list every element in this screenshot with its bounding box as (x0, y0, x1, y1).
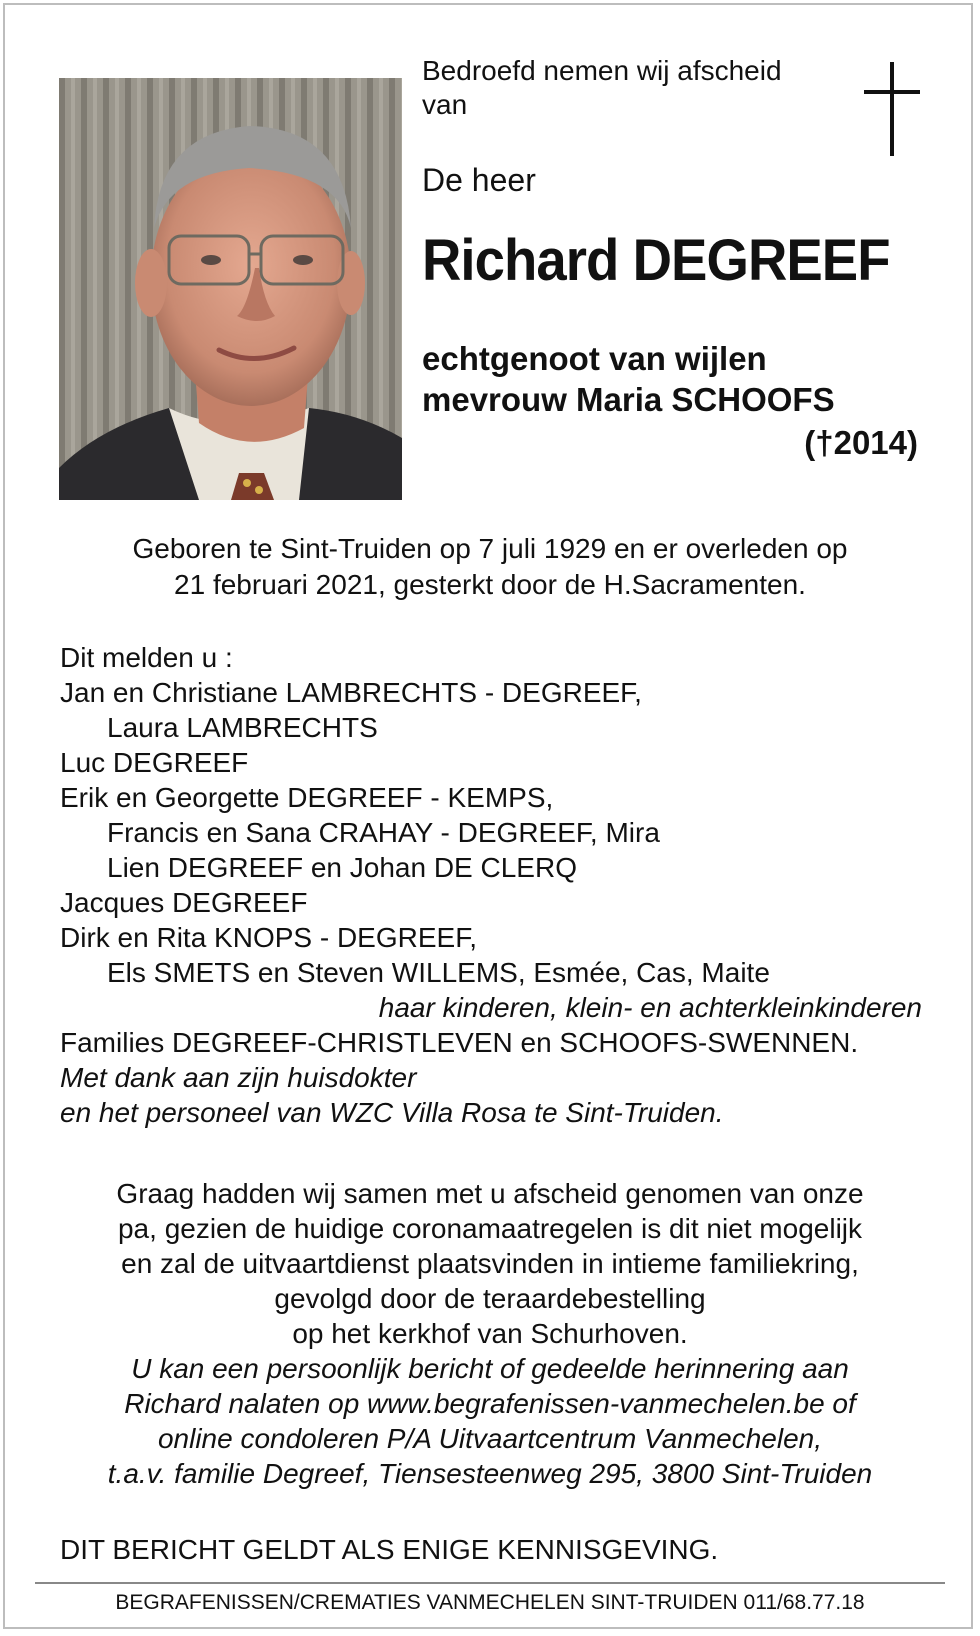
born-line-2: 21 februari 2021, gesterkt door de H.Sacramenten. (174, 569, 806, 600)
intro-line-1: Bedroefd nemen wij afscheid (422, 55, 782, 86)
family-list (60, 640, 922, 1130)
funeral-home-footer: BEGRAFENISSEN/CREMATIES VANMECHELEN SINT-TRUIDEN 011/68.77.18 (115, 1591, 865, 1614)
message-line: pa, gezien de huidige coronamaatregelen is dit niet mogelijk (117, 1213, 863, 1244)
message-line: Richard nalaten op www.begrafenissen-vanmechelen.be of (124, 1388, 856, 1419)
portrait-photo (59, 78, 402, 500)
message-line: en zal de uitvaartdienst plaatsvinden in intieme familiekring, (121, 1248, 859, 1279)
family-line: Jacques DEGREEF (60, 887, 308, 918)
family-line: Jan en Christiane LAMBRECHTS - DEGREEF, (60, 677, 642, 708)
born-line-1: Geboren te Sint-Truiden op 7 juli 1929 en er overleden op (132, 533, 848, 564)
birth-death-statement (60, 531, 920, 603)
family-line: Met dank aan zijn huisdokter (60, 1062, 417, 1093)
spouse-block (422, 338, 835, 420)
intro-text (422, 54, 842, 122)
family-line: Laura LAMBRECHTS (107, 712, 378, 743)
family-line: Lien DEGREEF en Johan DE CLERQ (107, 852, 577, 883)
deceased-name: Richard DEGREEF (422, 228, 890, 293)
spouse-death-year: (†2014) (804, 424, 918, 461)
spouse-line-2: mevrouw Maria SCHOOFS (422, 381, 835, 418)
funeral-message (60, 1176, 920, 1491)
message-line: gevolgd door de teraardebestelling (274, 1283, 706, 1314)
family-line: Els SMETS en Steven WILLEMS, Esmée, Cas, Maite (107, 957, 770, 988)
cross-icon (864, 62, 920, 161)
honorific: De heer (422, 162, 536, 198)
footer-divider (35, 1582, 945, 1584)
family-line: haar kinderen, klein- en achterkleinkinderen (378, 992, 922, 1023)
intro-line-2: van (422, 89, 468, 120)
message-line: online condoleren P/A Uitvaartcentrum Vanmechelen, (157, 1423, 823, 1454)
message-line: U kan een persoonlijk bericht of gedeelde herinnering aan (131, 1353, 849, 1384)
family-line: Families DEGREEF-CHRISTLEVEN en SCHOOFS-SWENNEN. (60, 1027, 859, 1058)
notice-text: DIT BERICHT GELDT ALS ENIGE KENNISGEVING. (60, 1534, 719, 1565)
message-line: Graag hadden wij samen met u afscheid genomen van onze (116, 1178, 864, 1209)
spouse-line-1: echtgenoot van wijlen (422, 340, 767, 377)
family-line: Dit melden u : (60, 642, 233, 673)
family-line: Francis en Sana CRAHAY - DEGREEF, Mira (107, 817, 660, 848)
family-line: Luc DEGREEF (60, 747, 249, 778)
message-line: op het kerkhof van Schurhoven. (292, 1318, 688, 1349)
family-line: en het personeel van WZC Villa Rosa te Sint-Truiden. (60, 1097, 724, 1128)
family-line: Erik en Georgette DEGREEF - KEMPS, (60, 782, 554, 813)
message-line: t.a.v. familie Degreef, Tiensesteenweg 295, 3800 Sint-Truiden (107, 1458, 873, 1489)
family-line: Dirk en Rita KNOPS - DEGREEF, (60, 922, 477, 953)
